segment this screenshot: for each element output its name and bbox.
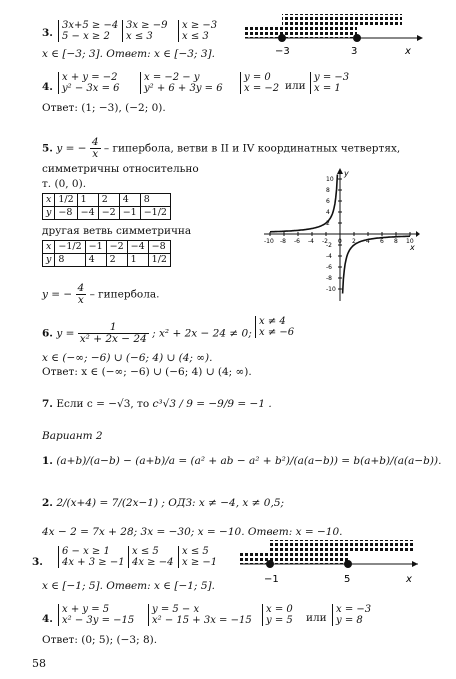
problem-3-number: 3.	[42, 27, 53, 39]
v2-problem-3-number: 3.	[32, 556, 43, 568]
x-tick-label: 10	[406, 238, 414, 245]
y-tick-label: -10	[326, 286, 336, 293]
system-3b: 3x ≥ −9 x ≤ 3	[122, 20, 167, 42]
or-word-4: или	[285, 80, 306, 92]
v2-problem-2: 2. 2/(x+4) = 7/(2x−1) ; ОДЗ: x ≠ −4, x ≠ 0,5;	[42, 497, 285, 509]
x-tick-label: 6	[380, 238, 384, 245]
y-tick-label: -8	[326, 275, 332, 282]
v2-system-4b: y = 5 − x x² − 15 + 3x = −15	[148, 604, 252, 626]
svg-text:5: 5	[344, 574, 351, 585]
y-axis-label: y	[344, 169, 349, 178]
label-x: x	[405, 46, 411, 57]
y-tick-label: 6	[326, 198, 330, 205]
or-word-v4: или	[306, 612, 327, 624]
problem-6-line: 6. y = $\frac{1}{\text{x² + 2x − 24}}$ ; x² + 2x − 24 ≠ 0;	[42, 321, 252, 345]
hatch-left	[245, 26, 357, 38]
y-axis-arrow	[337, 168, 343, 174]
v2-problem-4-number: 4.	[42, 613, 53, 625]
x-tick-label: 2	[352, 238, 356, 245]
x-tick-label: -6	[294, 238, 300, 245]
x-tick-label: -2	[322, 238, 328, 245]
x-tick-label: -8	[280, 238, 286, 245]
problem-7-line: 7. Если c = −√3, то c³√3 / 9 = −9/9 = −1 .	[42, 398, 272, 410]
y-tick-label: -4	[326, 253, 332, 260]
answer-6: Ответ: x ∈ (−∞; −6) ∪ (−6; 4) ∪ (4; ∞).	[42, 366, 252, 378]
values-table-2: x −1/2 −1 −2 −4 −8 y 8 4 2 1 1/2	[42, 240, 171, 267]
svg-text:x: x	[406, 574, 412, 585]
v2-system-3a: 6 − x ≥ 1 4x + 3 ≥ −1	[58, 546, 125, 568]
v2-answer-3: x ∈ [−1; 5]. Ответ: x ∈ [−1; 5].	[42, 580, 215, 592]
y-tick-label: 10	[326, 176, 334, 183]
values-table-1: x 1/2 1 2 4 8 y −8 −4 −2 −1 −1/2	[42, 193, 171, 220]
y-tick-label: -6	[326, 264, 332, 271]
x-tick-label: 0	[338, 238, 342, 245]
y-tick-label: 4	[326, 209, 330, 216]
point-3	[353, 34, 361, 42]
page-number: 58	[32, 657, 46, 670]
number-line-v3	[240, 538, 425, 586]
v2-system-4d: x = −3 y = 8	[332, 604, 371, 626]
other-branch-text: другая ветвь симметрична	[42, 225, 192, 237]
v2-system-3c: x ≤ 5 x ≥ −1	[178, 546, 217, 568]
answer-4: Ответ: (1; −3), (−2; 0).	[42, 102, 166, 114]
y-tick-label: 2	[326, 220, 330, 227]
v2-problem-2-line2: 4x − 2 = 7x + 28; 3x = −30; x = −10. Ответ: x = −10.	[42, 526, 343, 538]
x-axis-arrow	[416, 231, 420, 237]
x-tick-label: -4	[308, 238, 314, 245]
x-axis-label: x	[410, 243, 415, 252]
v2-answer-4: Ответ: (0; 5); (−3; 8).	[42, 634, 158, 646]
x-tick-label: 8	[394, 238, 398, 245]
problem-4-number: 4.	[42, 81, 53, 93]
label-minus3: −3	[275, 46, 290, 57]
system-6: x ≠ 4 x ≠ −6	[255, 316, 294, 338]
variant-2-heading: Вариант 2	[42, 430, 103, 442]
svg-text:−1: −1	[264, 574, 279, 585]
y-tick-label: -2	[326, 242, 332, 249]
system-3a: 3x+5 ≥ −4 5 − x ≥ 2	[58, 20, 118, 42]
x-tick-label: 4	[366, 238, 370, 245]
formula-2-line: y = − $\frac{4}{x}$ – гипербола.	[42, 282, 160, 306]
v2-problem-1: 1. (a+b)/(a−b) − (a+b)/a = (a² + ab − a² + b²)/(a(a−b)) = b(a+b)/(a(a−b)).	[42, 455, 442, 467]
symmetry-point: т. (0, 0).	[42, 178, 87, 190]
y-tick-label: 8	[326, 187, 330, 194]
system-4b: x = −2 − y y² + 6 + 3y = 6	[140, 72, 223, 94]
v2-system-4c: x = 0 y = 5	[262, 604, 293, 626]
line-6-2: x ∈ (−∞; −6) ∪ (−6; 4) ∪ (4; ∞).	[42, 352, 213, 364]
fraction-6: $\frac{1}{\text{x² + 2x − 24}}$	[79, 321, 147, 345]
point-minus1	[266, 560, 274, 568]
x-tick-label: -10	[264, 238, 274, 245]
v2-system-4a: x + y = 5 x² − 3y = −15	[58, 604, 134, 626]
symmetry-text: симметричны относительно	[42, 163, 199, 175]
system-3c: x ≥ −3 x ≤ 3	[178, 20, 217, 42]
system-4d: y = −3 x = 1	[310, 72, 349, 94]
fraction-4-over-x-2: $\frac{4}{x}$	[77, 282, 85, 306]
system-4a: x + y = −2 y² − 3x = 6	[58, 72, 120, 94]
hatch-right	[282, 14, 402, 26]
problem-5-line: 5. y = − $\frac{4}{x}$ – гипербола, ветви в II и IV координатных четвертях,	[42, 136, 401, 160]
hyperbola-graph	[260, 168, 420, 303]
point-minus3	[278, 34, 286, 42]
fraction-4-over-x: $\frac{4}{x}$	[91, 136, 99, 160]
number-line-3	[245, 12, 425, 58]
system-4c: y = 0 x = −2	[240, 72, 279, 94]
point-5	[344, 560, 352, 568]
answer-3: x ∈ [−3; 3]. Ответ: x ∈ [−3; 3].	[42, 48, 215, 60]
label-3: 3	[351, 46, 358, 57]
v2-system-3b: x ≤ 5 4x ≥ −4	[128, 546, 173, 568]
